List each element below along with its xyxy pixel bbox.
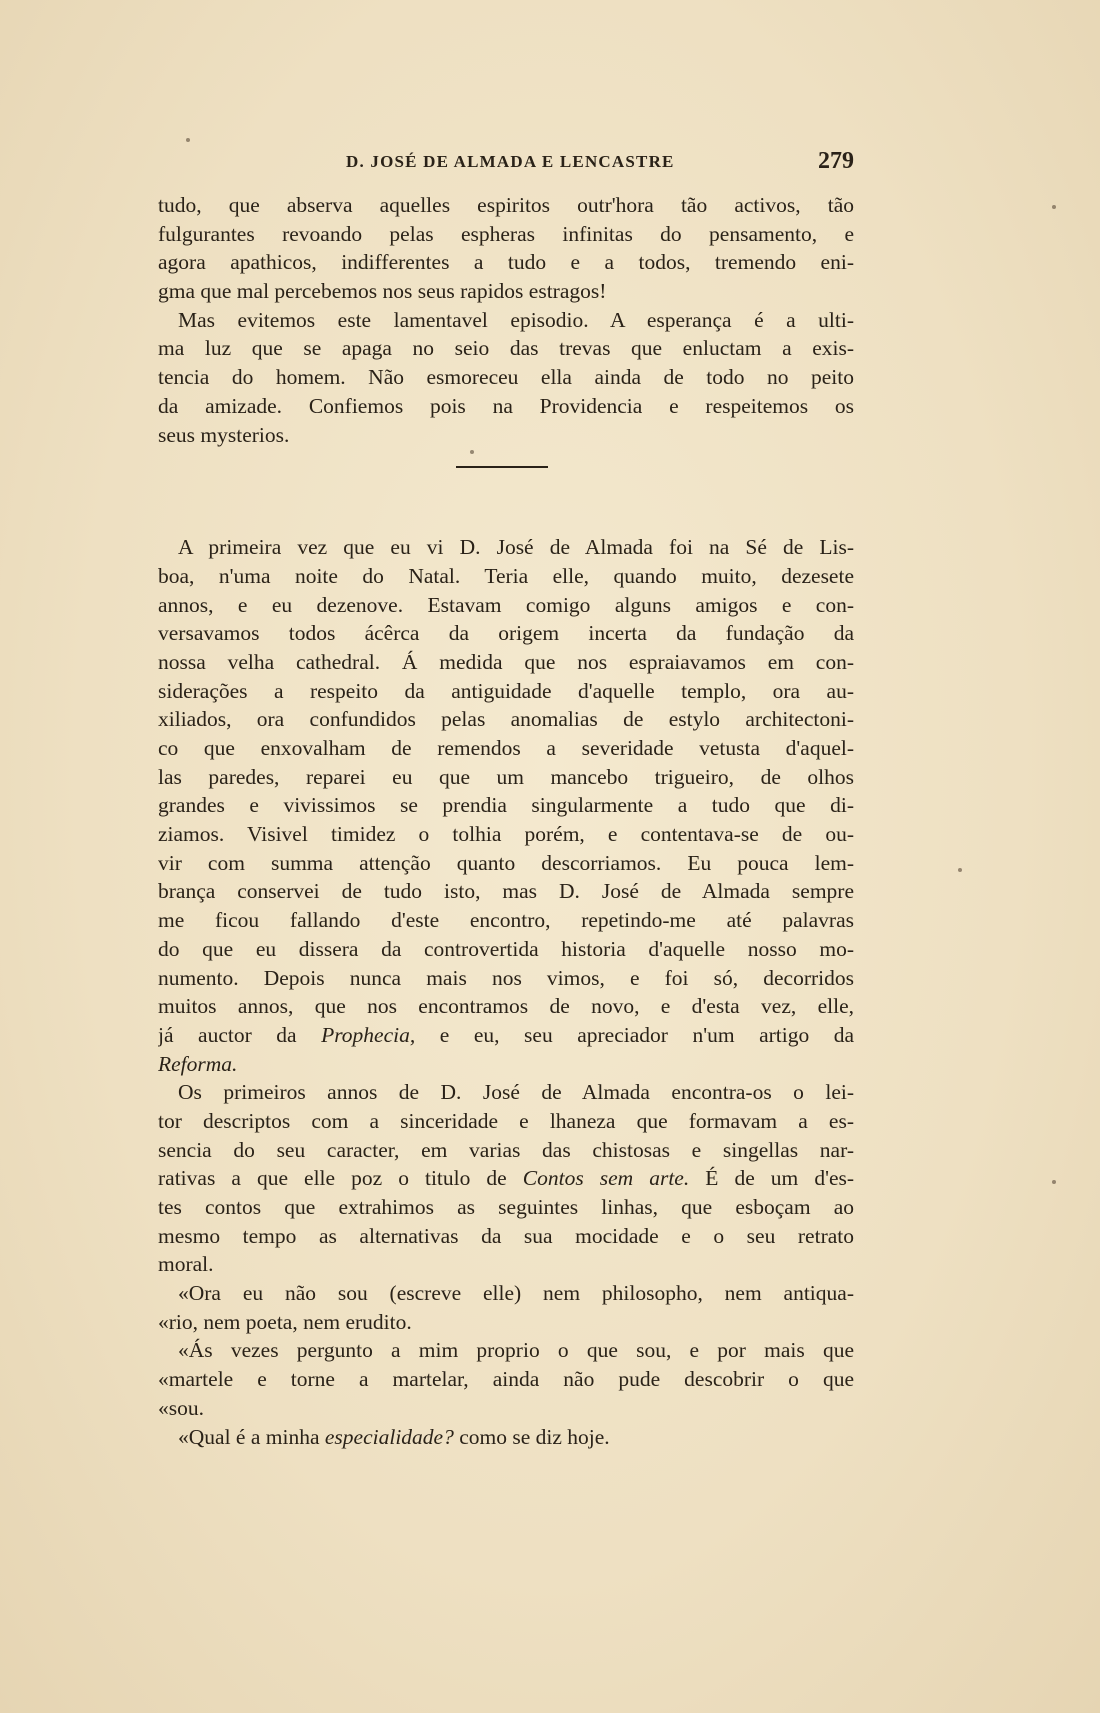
text-segment: e eu, seu apreciador n'um artigo da bbox=[439, 1022, 854, 1047]
running-head: D. JOSÉ DE ALMADA E LENCASTRE bbox=[346, 152, 675, 171]
text-line: ziamos. Visivel timidez o tolhia porém, e contentava-se de ou- bbox=[158, 822, 854, 847]
text-line bbox=[158, 1021, 854, 1050]
text-line: «Ora eu não sou (escreve elle) nem philosopho, nem antiqua- bbox=[178, 1281, 854, 1306]
text-line: annos, e eu dezenove. Estavam comigo alguns amigos e con- bbox=[158, 592, 854, 617]
text-line: siderações a respeito da antiguidade d'aquelle templo, ora au- bbox=[158, 678, 854, 703]
page-header bbox=[158, 148, 854, 178]
text-line: agora apathicos, indifferentes a tudo e a todos, tremendo eni- bbox=[158, 250, 854, 275]
text-line: «Ás vezes pergunto a mim proprio o que sou, e por mais que bbox=[178, 1338, 854, 1363]
text-segment: rativas a que elle poz o titulo de bbox=[158, 1166, 507, 1191]
text-line: do que eu dissera da controvertida historia d'aquelle nosso mo- bbox=[158, 936, 854, 961]
text-line: boa, n'uma noite do Natal. Teria elle, quando muito, dezesete bbox=[158, 563, 854, 588]
italic-title: Reforma. bbox=[158, 1051, 238, 1076]
italic-title: Contos sem arte. bbox=[522, 1166, 690, 1191]
text-line: vir com summa attenção quanto descorriamos. Eu pouca lem- bbox=[158, 850, 854, 875]
text-line: tudo, que abserva aquelles espiritos outr'hora tão activos, tão bbox=[158, 193, 854, 217]
text-line: tes contos que extrahimos as seguintes linhas, que esboçam ao bbox=[158, 1195, 854, 1219]
text-line: ma luz que se apaga no seio das trevas que enluctam a exis- bbox=[158, 336, 854, 361]
text-line: xiliados, ora confundidos pelas anomalias de estylo architectoni- bbox=[158, 707, 854, 732]
page-number: 279 bbox=[818, 148, 854, 174]
paper-speck bbox=[186, 138, 190, 142]
text-segment: já auctor da bbox=[158, 1022, 297, 1047]
page-body bbox=[158, 191, 854, 1451]
text-line: seus mysterios. bbox=[158, 422, 290, 447]
text-line: fulgurantes revoando pelas espheras infinitas do pensamento, e bbox=[158, 221, 854, 246]
text-line: co que enxovalham de remendos a severidade vetusta d'aquel- bbox=[158, 736, 854, 760]
text-line bbox=[158, 1423, 854, 1452]
text-line: da amizade. Confiemos pois na Providencia e respeitemos os bbox=[158, 393, 854, 418]
text-line: tor descriptos com a sinceridade e lhaneza que formavam a es- bbox=[158, 1108, 854, 1133]
text-line bbox=[158, 1050, 854, 1079]
text-line: «martele e torne a martelar, ainda não pude descobrir o que bbox=[158, 1367, 854, 1392]
text-line: gma que mal percebemos nos seus rapidos estragos! bbox=[158, 279, 607, 304]
text-line: me ficou fallando d'este encontro, repetindo-me até palavras bbox=[158, 908, 854, 933]
text-line: Mas evitemos este lamentavel episodio. A esperança é a ulti- bbox=[178, 307, 854, 332]
text-line: moral. bbox=[158, 1252, 214, 1277]
paper-speck bbox=[1052, 1180, 1056, 1184]
text-segment: «Qual é a minha bbox=[178, 1424, 320, 1449]
text-line: numento. Depois nunca mais nos vimos, e foi só, decorridos bbox=[158, 965, 854, 990]
divider-rule bbox=[456, 466, 548, 468]
paper-speck bbox=[470, 450, 474, 454]
text-line: versavamos todos ácêrca da origem incerta da fundação da bbox=[158, 621, 854, 646]
text-line: «sou. bbox=[158, 1395, 204, 1420]
paper-speck bbox=[1052, 205, 1056, 209]
paper-speck bbox=[958, 868, 962, 872]
text-line: grandes e vivissimos se prendia singularmente a tudo que di- bbox=[158, 793, 854, 818]
italic-term: especialidade? bbox=[324, 1424, 454, 1449]
text-line: sencia do seu caracter, em varias das chistosas e singellas nar- bbox=[158, 1137, 854, 1162]
text-line: muitos annos, que nos encontramos de novo, e d'esta vez, elle, bbox=[158, 994, 854, 1019]
text-line: brança conservei de tudo isto, mas D. José de Almada sempre bbox=[158, 879, 854, 904]
text-line bbox=[158, 1164, 854, 1193]
text-line: nossa velha cathedral. Á medida que nos espraiavamos em con- bbox=[158, 649, 854, 674]
text-line: Os primeiros annos de D. José de Almada encontra-os o lei- bbox=[178, 1080, 854, 1105]
text-line: mesmo tempo as alternativas da sua mocidade e o seu retrato bbox=[158, 1223, 854, 1248]
text-segment: É de um d'es- bbox=[705, 1166, 854, 1191]
text-line: las paredes, reparei eu que um mancebo trigueiro, de olhos bbox=[158, 764, 854, 789]
text-line: tencia do homem. Não esmoreceu ella ainda de todo no peito bbox=[158, 365, 854, 390]
italic-title: Prophecia, bbox=[321, 1022, 416, 1047]
section-divider bbox=[158, 449, 854, 533]
text-segment: como se diz hoje. bbox=[459, 1424, 610, 1449]
text-line: A primeira vez que eu vi D. José de Almada foi na Sé de Lis- bbox=[178, 535, 854, 560]
text-line: «rio, nem poeta, nem erudito. bbox=[158, 1309, 412, 1334]
